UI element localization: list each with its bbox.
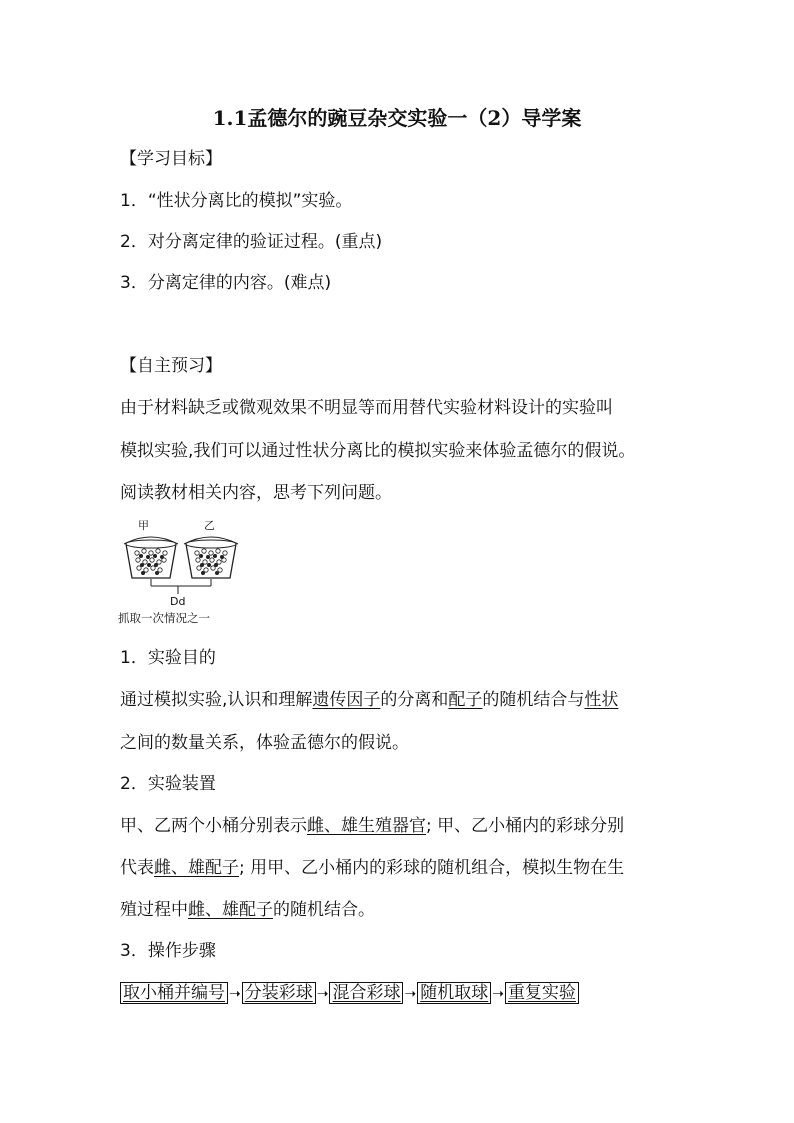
- bucket-label-yi: 乙: [204, 519, 215, 532]
- device-heading: 2．实验装置: [120, 774, 216, 794]
- page-title: 1.1孟德尔的豌豆杂交实验一（2）导学案: [212, 106, 582, 130]
- preview-heading: 【自主预习】: [120, 356, 222, 376]
- device-line-2: [120, 857, 624, 879]
- bucket-jia-icon: [124, 537, 178, 578]
- device-blank-gametes-2: 雌、雄配子: [188, 900, 273, 920]
- arrow-right-icon: ➝: [492, 986, 504, 1002]
- arrow-right-icon: ➝: [316, 986, 329, 1002]
- purpose-blank-trait: 性状: [584, 690, 619, 710]
- device-text-4: ; 用甲、乙小桶内的彩球的随机组合，模拟生物在生: [239, 858, 625, 878]
- preview-paragraph-line-1: 由于材料缺乏或微观效果不明显等而用替代实验材料设计的实验叫: [120, 398, 613, 418]
- preview-paragraph-line-3: 阅读教材相关内容，思考下列问题。: [120, 483, 392, 503]
- arrow-right-icon: ➝: [229, 986, 241, 1002]
- objectives-heading: 【学习目标】: [120, 149, 222, 169]
- purpose-text-3: 的随机结合与: [482, 690, 585, 710]
- objective-item-3: 3．分离定律的内容。(难点): [120, 273, 332, 293]
- step-box-5: 重复实验: [505, 982, 579, 1004]
- objective-item-2: 2．对分离定律的验证过程。(重点): [120, 232, 383, 252]
- connector-lines: [151, 579, 211, 594]
- bucket-figure: [118, 520, 238, 626]
- device-line-1: [120, 815, 624, 837]
- step-box-3: 混合彩球: [329, 982, 403, 1004]
- device-text-6: 的随机结合。: [273, 900, 375, 920]
- steps-flow: [120, 982, 579, 1005]
- device-blank-reproductive-organs: 雌、雄生殖器官: [307, 816, 426, 836]
- steps-heading: 3．操作步骤: [120, 941, 216, 961]
- bucket-yi-icon: [184, 537, 238, 578]
- step-box-1: 取小桶并编号: [120, 982, 228, 1004]
- figure-caption: 抓取一次情况之一: [118, 611, 210, 625]
- purpose-heading: 1．实验目的: [120, 648, 216, 668]
- device-line-3: [120, 899, 375, 921]
- objective-item-1: 1．“性状分离比的模拟”实验。: [120, 191, 353, 211]
- purpose-text-2: 的分离和: [380, 690, 449, 710]
- bucket-label-jia: 甲: [138, 519, 149, 532]
- preview-paragraph-line-2: 模拟实验,我们可以通过性状分离比的模拟实验来体验孟德尔的假说。: [120, 441, 636, 461]
- arrow-right-icon: ➝: [404, 986, 417, 1002]
- purpose-blank-genetic-factor: 遗传因子: [312, 690, 381, 710]
- device-text-1: 甲、乙两个小桶分别表示: [120, 816, 307, 836]
- purpose-blank-gamete: 配子: [448, 690, 483, 710]
- device-text-2: ; 甲、乙小桶内的彩球分别: [426, 816, 625, 836]
- purpose-text-1: 通过模拟实验,认识和理解: [120, 690, 313, 710]
- device-text-3: 代表: [120, 858, 154, 878]
- result-genotype: Dd: [170, 595, 186, 608]
- purpose-line-2: 之间的数量关系，体验孟德尔的假说。: [120, 733, 409, 753]
- step-box-4: 随机取球: [417, 982, 491, 1004]
- purpose-line-1: [120, 689, 618, 711]
- device-blank-gametes-1: 雌、雄配子: [154, 858, 239, 878]
- step-box-2: 分装彩球: [242, 982, 316, 1004]
- device-text-5: 殖过程中: [120, 900, 188, 920]
